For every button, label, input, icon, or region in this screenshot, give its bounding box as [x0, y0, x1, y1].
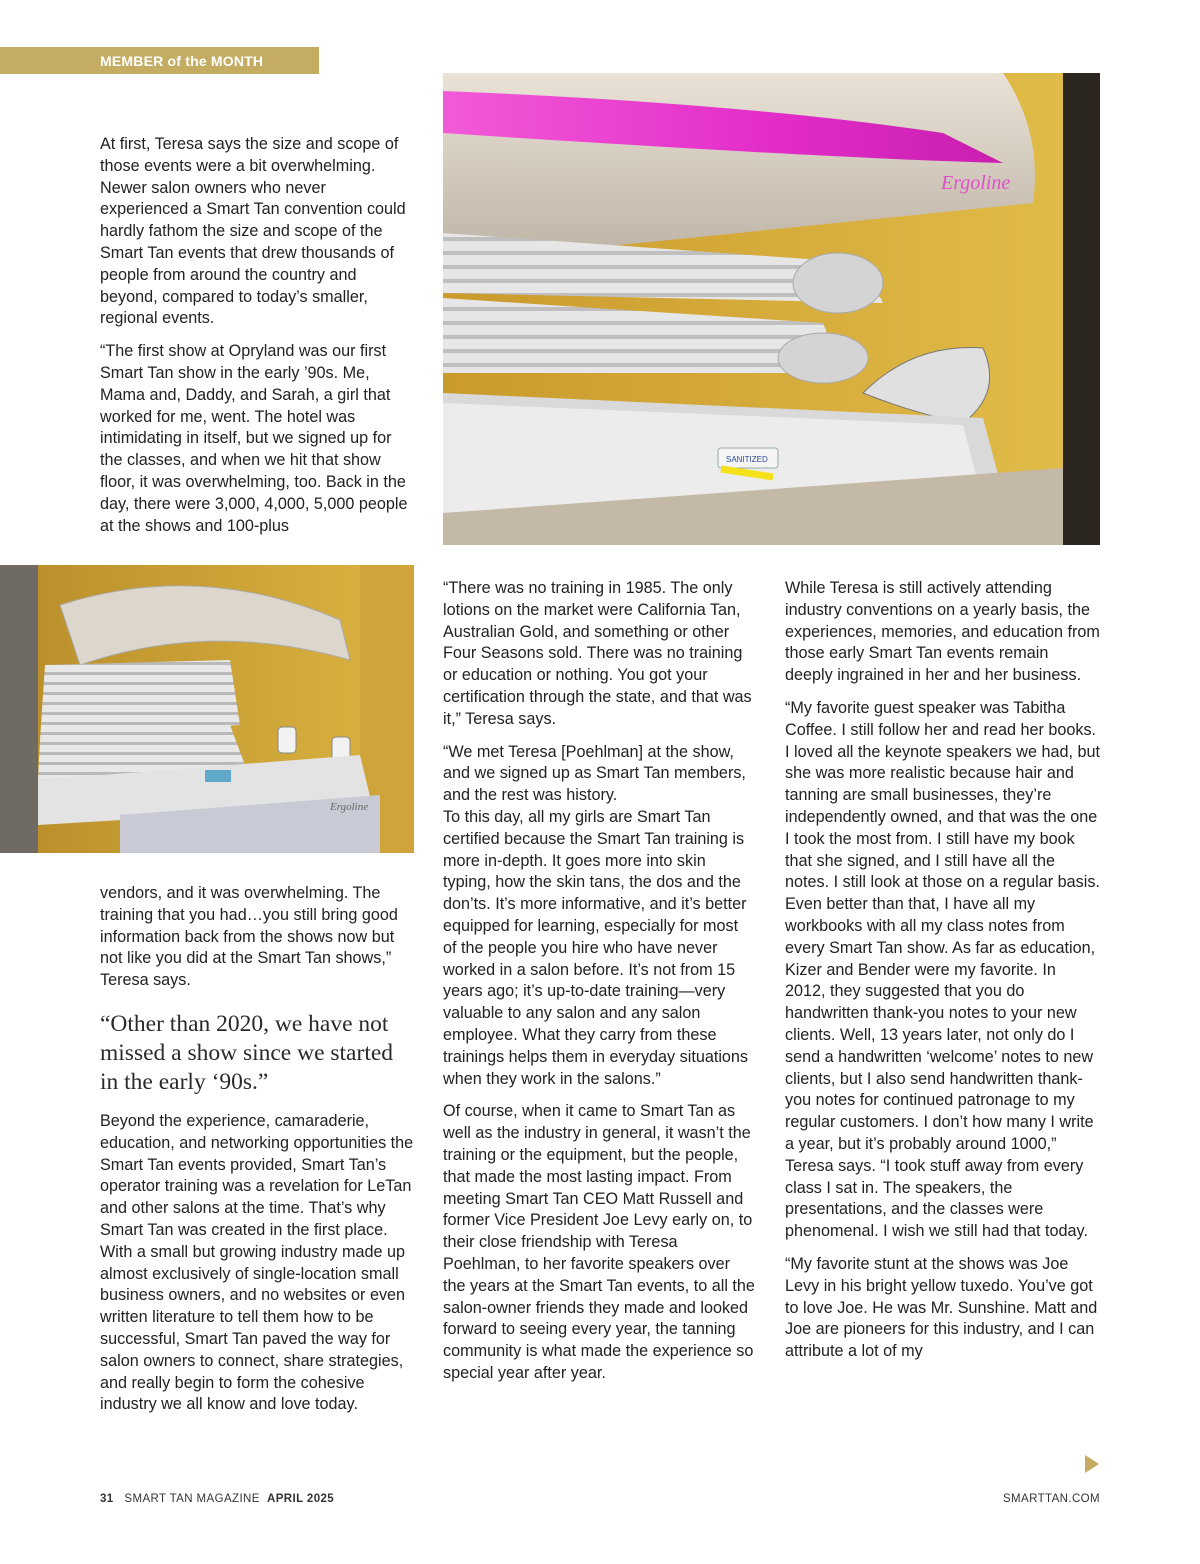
website-link[interactable]: SMARTTAN.COM: [1002, 1493, 1100, 1505]
pull-quote: “Other than 2020, we have not missed a show since we started in the early ‘90s.”: [100, 1010, 394, 1095]
section-label: MEMBER of the MONTH: [100, 53, 264, 69]
paragraph: “We met Teresa [Poehlman] at the show, and we signed up as Smart Tan members, and the rest was history.: [443, 742, 746, 805]
column-left-bottom: [100, 883, 416, 1427]
paragraph: “There was no training in 1985. The only lotions on the market were California Tan, Australian Gold, and something or other Four Seasons sold. There was no training or education or nothing. You got your certification through the state, and that was it,” Teresa says.: [443, 579, 752, 728]
tanning-bed-illustration: [443, 73, 1100, 545]
footer-left: [100, 1493, 334, 1505]
paragraph: vendors, and it was overwhelming. The training that you had…you still bring good information back from the shows now but not like you did at the Smart Tan shows,” Teresa says.: [100, 884, 398, 990]
paragraph: Beyond the experience, camaraderie, education, and networking opportunities the Smart Tan events provided, Smart Tan’s operator training was a revelation for LeTan and other salons at the time. That’s why Smart Tan was created in the first place. With a small but growing industry made up almost exclusively of single-location small business owners, and no websites or even written literature to tell them how to be successful, Smart Tan paved the way for salon owners to connect, share strategies, and really begin to form the cohesive industry we all know and love today.: [100, 1111, 414, 1414]
tanning-bed-photo-top: [443, 73, 1100, 545]
paragraph: “The first show at Opryland was our first Smart Tan show in the early ’90s. Me, Mama and, Daddy, and Sarah, a girl that worked for me, went. The hotel was intimidating in itself, but we signed up for the classes, and when we hit that show floor, it was overwhelming, too. Back in the day, there were 3,000, 4,000, 5,000 people at the shows and 100-plus: [100, 342, 408, 535]
tanning-bed-photo-left: [0, 565, 414, 853]
paragraph: Of course, when it came to Smart Tan as well as the industry in general, it wasn’t the training or the equipment, but the people, that made the most lasting impact. From meeting Smart Tan CEO Matt Russell and former Vice President Joe Levy early on, to their close friendship with Teresa Poehlman, to her favorite speakers over the years at the Smart Tan events, to all the salon-owner friends they made and looked forward to seeing every year, the tanning community is what made the experience so special year after year.: [443, 1102, 755, 1382]
paragraph: To this day, all my girls are Smart Tan certified because the Smart Tan training is more in-depth. It goes more into skin typing, how the skin tans, the dos and the don’ts. It’s more informative, and it’s better equipped for learning, especially for most of the people you hire who have never worked in a salon before. It’s not from 15 years ago; it’s up-to-date training—very valuable to any salon and any salon employee. What they carry from these trainings helps them in everyday situations when they work in the salons.”: [443, 807, 749, 1088]
paragraph: “My favorite stunt at the shows was Joe Levy in his bright yellow tuxedo. You’ve got to love Joe. He was Mr. Sunshine. Matt and Joe are pioneers for this industry, and I can attribute a lot of my: [785, 1254, 1098, 1361]
paragraph: At first, Teresa says the size and scope of those events were a bit overwhelming. Newer salon owners who never experienced a Smart Tan convention could hardly fathom the size and scope of the Smart Tan events that drew thousands of people from around the country and beyond, compared to today’s smaller, regional events.: [100, 135, 406, 328]
magazine-name: SMART TAN MAGAZINE: [124, 1493, 260, 1505]
bed-brand-logo-left: Ergoline: [330, 801, 369, 813]
continue-arrow-icon[interactable]: [1085, 1455, 1099, 1473]
column-right: [785, 578, 1100, 1374]
tanning-bed-illustration-left: [0, 565, 414, 853]
column-left-top: [100, 134, 413, 548]
sanitized-tag: SANITIZED: [726, 455, 768, 464]
footer-right: [1003, 1493, 1100, 1505]
section-tag: [0, 47, 319, 74]
paragraph: “My favorite guest speaker was Tabitha Coffee. I still follow her and read her books. I loved all the keynote speakers we had, but she was more realistic because hair and tanning are small businesses, they’re independently owned, and that was the one I took the most from. I still have my book that she signed, and I still have all the notes. I still look at those on a regular basis. Even better than that, I have all my workbooks with all my class notes from every Smart Tan show. As far as education, Kizer and Bender were my favorite. In 2012, they suggested that you do handwritten thank-you notes to your new clients. Well, 13 years later, not only do I send a handwritten ‘welcome’ notes to new clients, but I also send handwritten thank-you notes for continued patronage to my regular customers. I don’t how many I write a year, but it’s probably around 1000,” Teresa says. “I took stuff away from every class I sat in. The speakers, the presentations, and the classes were phenomenal. I wish we still had that today.: [785, 698, 1100, 1241]
issue-date: APRIL 2025: [267, 1493, 335, 1505]
column-middle: [443, 578, 756, 1396]
bed-brand-logo: Ergoline: [941, 172, 1011, 194]
page-number: 31: [100, 1493, 114, 1505]
paragraph: While Teresa is still actively attending industry conventions on a yearly basis, the experiences, memories, and education from those early Smart Tan events remain deeply ingrained in her and her business.: [785, 579, 1100, 685]
